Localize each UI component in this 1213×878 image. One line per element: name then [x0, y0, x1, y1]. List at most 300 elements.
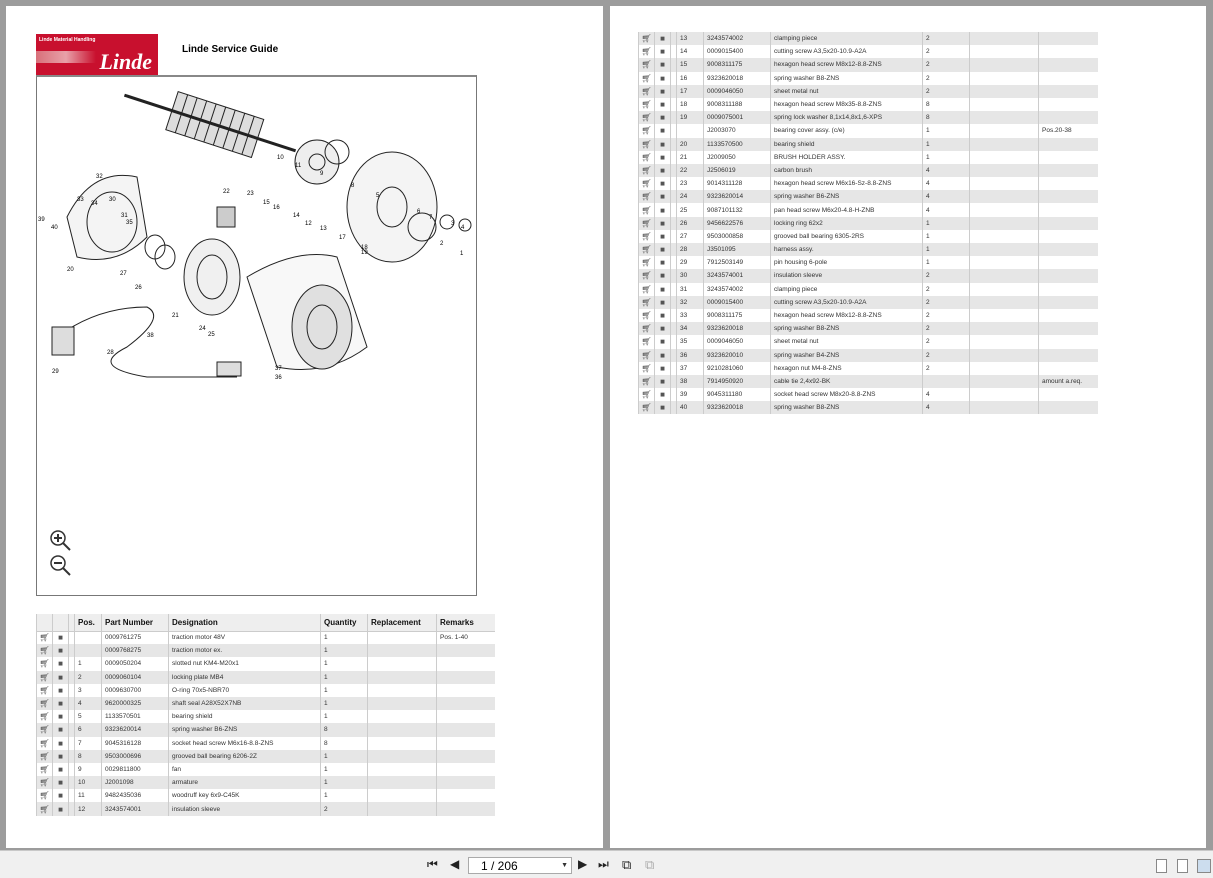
- callout-label: 16: [273, 205, 280, 211]
- add-to-cart-icon[interactable]: 🛒︎: [37, 737, 53, 750]
- cell-part-number: 9482435036: [102, 789, 169, 802]
- clipboard-icon[interactable]: ■: [53, 631, 69, 644]
- clipboard-icon[interactable]: ■: [655, 203, 671, 216]
- cell-quantity: 1: [321, 750, 368, 763]
- clipboard-icon[interactable]: ■: [655, 190, 671, 203]
- clipboard-icon[interactable]: ■: [655, 335, 671, 348]
- clipboard-icon[interactable]: ■: [655, 217, 671, 230]
- cell-pos: 9: [75, 763, 102, 776]
- cell-remarks: [1039, 322, 1098, 335]
- table-row: [639, 72, 1098, 85]
- clipboard-icon[interactable]: ■: [655, 85, 671, 98]
- cell-part-number: 1133570501: [102, 710, 169, 723]
- table-row: [37, 789, 495, 802]
- add-to-cart-icon[interactable]: 🛒︎: [639, 98, 655, 111]
- table-row: [639, 111, 1098, 124]
- cell-designation: traction motor ex.: [169, 644, 321, 657]
- cell-pos: 25: [677, 203, 704, 216]
- cell-replacement: [368, 802, 437, 815]
- cell-replacement: [368, 631, 437, 644]
- cell-replacement: [368, 776, 437, 789]
- add-to-cart-icon[interactable]: 🛒︎: [639, 335, 655, 348]
- table-row: [37, 657, 495, 670]
- cell-quantity: 2: [923, 45, 970, 58]
- add-to-cart-icon[interactable]: 🛒︎: [639, 296, 655, 309]
- cell-quantity: 2: [923, 296, 970, 309]
- clipboard-icon[interactable]: ■: [655, 124, 671, 137]
- cell-pos: 5: [75, 710, 102, 723]
- table-row: [639, 151, 1098, 164]
- cell-remarks: [1039, 309, 1098, 322]
- cell-replacement: [970, 151, 1039, 164]
- table-row: [37, 644, 495, 657]
- cell-part-number: 9045316128: [102, 737, 169, 750]
- cell-pos: 14: [677, 45, 704, 58]
- table-row: [639, 256, 1098, 269]
- cell-replacement: [368, 684, 437, 697]
- cell-replacement: [368, 710, 437, 723]
- cell-replacement: [368, 750, 437, 763]
- cell-remarks: [437, 750, 495, 763]
- cell-remarks: [437, 671, 495, 684]
- clipboard-icon[interactable]: ■: [655, 322, 671, 335]
- clipboard-icon[interactable]: ■: [655, 58, 671, 71]
- clipboard-icon[interactable]: ■: [53, 776, 69, 789]
- table-row: [639, 243, 1098, 256]
- table-row: [639, 124, 1098, 137]
- table-row: [37, 776, 495, 789]
- callout-label: 37: [275, 366, 282, 372]
- clipboard-icon[interactable]: ■: [655, 243, 671, 256]
- add-to-cart-icon[interactable]: 🛒︎: [639, 177, 655, 190]
- cell-pos: [677, 124, 704, 137]
- clipboard-icon[interactable]: ■: [53, 763, 69, 776]
- go-back-view-button[interactable]: ⧉: [622, 857, 632, 872]
- cell-designation: shaft seal A28X52X7NB: [169, 697, 321, 710]
- cell-remarks: [437, 710, 495, 723]
- cell-remarks: [437, 763, 495, 776]
- facing-pages-view-button[interactable]: [1197, 859, 1211, 873]
- callout-label: 28: [107, 350, 114, 356]
- cell-pos: 30: [677, 269, 704, 282]
- cell-designation: cutting screw A3,5x20-10.9-A2A: [771, 296, 923, 309]
- add-to-cart-icon[interactable]: 🛒︎: [639, 388, 655, 401]
- cell-part-number: 9008311188: [704, 98, 771, 111]
- next-page-button[interactable]: ▶: [578, 857, 588, 871]
- go-forward-view-button[interactable]: ⧉: [645, 857, 655, 872]
- add-to-cart-icon[interactable]: 🛒︎: [639, 217, 655, 230]
- zoom-out-button[interactable]: [49, 554, 73, 578]
- cell-designation: insulation sleeve: [169, 802, 321, 815]
- cell-quantity: 1: [321, 776, 368, 789]
- cell-part-number: 1133570500: [704, 138, 771, 151]
- cell-quantity: 1: [321, 657, 368, 670]
- add-to-cart-icon[interactable]: 🛒︎: [37, 776, 53, 789]
- cell-remarks: [1039, 243, 1098, 256]
- cell-remarks: [1039, 269, 1098, 282]
- cell-pos: 36: [677, 349, 704, 362]
- table-row: [639, 98, 1098, 111]
- clipboard-icon[interactable]: ■: [53, 750, 69, 763]
- add-to-cart-icon[interactable]: 🛒︎: [639, 375, 655, 388]
- cell-remarks: [437, 644, 495, 657]
- add-to-cart-icon[interactable]: 🛒︎: [639, 283, 655, 296]
- cell-replacement: [368, 789, 437, 802]
- cell-remarks: [1039, 388, 1098, 401]
- add-to-cart-icon[interactable]: 🛒︎: [37, 644, 53, 657]
- cell-part-number: 9503000858: [704, 230, 771, 243]
- page-number-select[interactable]: [468, 857, 572, 874]
- callout-label: 6: [417, 209, 421, 215]
- add-to-cart-icon[interactable]: 🛒︎: [639, 401, 655, 414]
- cell-pos: 23: [677, 177, 704, 190]
- clipboard-icon[interactable]: ■: [655, 98, 671, 111]
- cell-quantity: 4: [923, 401, 970, 414]
- cell-part-number: J2009050: [704, 151, 771, 164]
- cell-quantity: 2: [923, 349, 970, 362]
- cell-remarks: [437, 684, 495, 697]
- cell-quantity: 2: [923, 269, 970, 282]
- cell-replacement: [970, 45, 1039, 58]
- cell-pos: 34: [677, 322, 704, 335]
- cell-replacement: [970, 32, 1039, 45]
- cell-part-number: 9620000325: [102, 697, 169, 710]
- cell-replacement: [970, 349, 1039, 362]
- add-to-cart-icon[interactable]: 🛒︎: [37, 671, 53, 684]
- add-to-cart-icon[interactable]: 🛒︎: [639, 45, 655, 58]
- cell-designation: traction motor 48V: [169, 631, 321, 644]
- cell-quantity: 1: [321, 763, 368, 776]
- cell-replacement: [368, 763, 437, 776]
- cell-part-number: 9045311180: [704, 388, 771, 401]
- cell-remarks: Pos. 1-40: [437, 631, 495, 644]
- cell-designation: cable tie 2,4x92-BK: [771, 375, 923, 388]
- cell-quantity: 1: [923, 256, 970, 269]
- zoom-out-icon: [49, 554, 73, 578]
- cell-quantity: 1: [321, 631, 368, 644]
- cell-pos: 20: [677, 138, 704, 151]
- cell-pos: 19: [677, 111, 704, 124]
- pdf-page-1: [6, 6, 603, 848]
- clipboard-icon[interactable]: ■: [53, 657, 69, 670]
- clipboard-icon[interactable]: ■: [53, 737, 69, 750]
- table-row: [37, 671, 495, 684]
- table-header: [37, 614, 495, 631]
- cell-quantity: [923, 375, 970, 388]
- clipboard-icon[interactable]: ■: [655, 32, 671, 45]
- cell-remarks: Pos.20-38: [1039, 124, 1098, 137]
- add-to-cart-icon[interactable]: 🛒︎: [639, 85, 655, 98]
- cell-remarks: [437, 723, 495, 736]
- clipboard-icon[interactable]: ■: [655, 72, 671, 85]
- clipboard-icon[interactable]: ■: [655, 256, 671, 269]
- callout-label: 34: [91, 201, 98, 207]
- add-to-cart-icon[interactable]: 🛒︎: [639, 203, 655, 216]
- cell-remarks: [1039, 401, 1098, 414]
- cell-designation: hexagon head screw M8x12-8.8-ZNS: [771, 58, 923, 71]
- cell-designation: spring washer B8-ZNS: [771, 401, 923, 414]
- add-to-cart-icon[interactable]: 🛒︎: [639, 309, 655, 322]
- clipboard-icon[interactable]: ■: [655, 401, 671, 414]
- cell-part-number: J3501095: [704, 243, 771, 256]
- callout-label: 20: [67, 267, 74, 273]
- callout-label: 22: [223, 189, 230, 195]
- cell-part-number: 0009768275: [102, 644, 169, 657]
- cell-replacement: [368, 671, 437, 684]
- cell-designation: pin housing 6-pole: [771, 256, 923, 269]
- add-to-cart-icon[interactable]: 🛒︎: [37, 684, 53, 697]
- table-row: [639, 164, 1098, 177]
- cell-quantity: 1: [321, 697, 368, 710]
- cell-remarks: amount a.req.: [1039, 375, 1098, 388]
- callout-label: 12: [305, 221, 312, 227]
- cell-pos: 22: [677, 164, 704, 177]
- cell-remarks: [1039, 349, 1098, 362]
- add-to-cart-icon[interactable]: 🛒︎: [37, 657, 53, 670]
- clipboard-icon[interactable]: ■: [655, 388, 671, 401]
- clipboard-icon[interactable]: ■: [655, 111, 671, 124]
- cell-pos: 24: [677, 190, 704, 203]
- add-to-cart-icon[interactable]: 🛒︎: [37, 789, 53, 802]
- cell-pos: 2: [75, 671, 102, 684]
- cell-designation: spring washer B6-ZNS: [169, 723, 321, 736]
- add-to-cart-icon[interactable]: 🛒︎: [639, 138, 655, 151]
- cell-pos: 26: [677, 217, 704, 230]
- add-to-cart-icon[interactable]: 🛒︎: [639, 269, 655, 282]
- first-page-button[interactable]: ⏮: [427, 857, 438, 871]
- cell-designation: O-ring 70x5-NBR70: [169, 684, 321, 697]
- zoom-in-button[interactable]: [49, 529, 73, 553]
- callout-label: 1: [460, 251, 464, 257]
- clipboard-icon[interactable]: ■: [655, 151, 671, 164]
- cell-remarks: [437, 697, 495, 710]
- clipboard-icon[interactable]: ■: [53, 697, 69, 710]
- callout-label: 15: [263, 200, 270, 206]
- add-to-cart-icon[interactable]: 🛒︎: [639, 362, 655, 375]
- add-to-cart-icon[interactable]: 🛒︎: [639, 32, 655, 45]
- table-row: [37, 802, 495, 815]
- header-pos: Pos.: [75, 614, 102, 631]
- cell-remarks: [437, 737, 495, 750]
- clipboard-icon[interactable]: ■: [655, 296, 671, 309]
- cell-part-number: 0009630700: [102, 684, 169, 697]
- table-row: [37, 710, 495, 723]
- add-to-cart-icon[interactable]: 🛒︎: [639, 58, 655, 71]
- continuous-view-button[interactable]: [1177, 859, 1188, 873]
- cell-quantity: 2: [923, 335, 970, 348]
- clipboard-icon[interactable]: ■: [655, 362, 671, 375]
- cell-designation: spring washer B8-ZNS: [771, 72, 923, 85]
- chevron-down-icon: ▼: [561, 862, 568, 869]
- cell-pos: 27: [677, 230, 704, 243]
- cell-part-number: 9323620014: [704, 190, 771, 203]
- clipboard-icon[interactable]: ■: [53, 802, 69, 815]
- cell-pos: 10: [75, 776, 102, 789]
- page-title: Linde Service Guide: [182, 44, 279, 55]
- cell-quantity: 1: [923, 230, 970, 243]
- add-to-cart-icon[interactable]: 🛒︎: [37, 710, 53, 723]
- clipboard-icon[interactable]: ■: [655, 349, 671, 362]
- cell-part-number: J2001098: [102, 776, 169, 789]
- callout-label: 18: [361, 245, 368, 251]
- cell-quantity: 1: [321, 789, 368, 802]
- cell-remarks: [1039, 151, 1098, 164]
- cell-part-number: J2003070: [704, 124, 771, 137]
- cell-remarks: [1039, 85, 1098, 98]
- cell-pos: 17: [677, 85, 704, 98]
- cell-designation: hexagon head screw M8x35-8.8-ZNS: [771, 98, 923, 111]
- cell-remarks: [437, 657, 495, 670]
- cell-remarks: [1039, 138, 1098, 151]
- callout-label: 38: [147, 333, 154, 339]
- callout-label: 8: [351, 183, 355, 189]
- single-page-view-button[interactable]: [1156, 859, 1167, 873]
- cell-quantity: 1: [923, 217, 970, 230]
- cell-quantity: 1: [321, 644, 368, 657]
- callout-label: 40: [51, 225, 58, 231]
- callout-label: 17: [339, 235, 346, 241]
- cell-designation: spring lock washer 8,1x14,8x1,6-XPS: [771, 111, 923, 124]
- cell-part-number: 9456622576: [704, 217, 771, 230]
- callout-label: 7: [429, 215, 433, 221]
- table-row: [639, 203, 1098, 216]
- cell-remarks: [1039, 230, 1098, 243]
- cell-pos: 16: [677, 72, 704, 85]
- callout-label: 4: [461, 225, 465, 231]
- cell-quantity: 4: [923, 388, 970, 401]
- add-to-cart-icon[interactable]: 🛒︎: [639, 124, 655, 137]
- callout-label: 21: [172, 313, 179, 319]
- clipboard-icon[interactable]: ■: [53, 710, 69, 723]
- cell-designation: BRUSH HOLDER ASSY.: [771, 151, 923, 164]
- add-to-cart-icon[interactable]: 🛒︎: [639, 230, 655, 243]
- clipboard-icon[interactable]: ■: [53, 671, 69, 684]
- cell-designation: hexagon head screw M6x16-Sz-8.8-ZNS: [771, 177, 923, 190]
- header-part-number: Part Number: [102, 614, 169, 631]
- add-to-cart-icon[interactable]: 🛒︎: [639, 111, 655, 124]
- clipboard-icon[interactable]: ■: [53, 723, 69, 736]
- table-row: [639, 362, 1098, 375]
- exploded-parts-diagram: [36, 75, 477, 596]
- add-to-cart-icon[interactable]: 🛒︎: [37, 631, 53, 644]
- cell-quantity: 4: [923, 190, 970, 203]
- cell-remarks: [1039, 177, 1098, 190]
- cell-pos: 3: [75, 684, 102, 697]
- cell-quantity: 1: [923, 151, 970, 164]
- clipboard-icon[interactable]: ■: [655, 375, 671, 388]
- add-to-cart-icon[interactable]: 🛒︎: [37, 750, 53, 763]
- cell-part-number: 3243574002: [704, 32, 771, 45]
- cell-designation: harness assy.: [771, 243, 923, 256]
- cell-part-number: 9008311175: [704, 58, 771, 71]
- clipboard-icon[interactable]: ■: [655, 309, 671, 322]
- cell-pos: 7: [75, 737, 102, 750]
- clipboard-icon[interactable]: ■: [655, 283, 671, 296]
- add-to-cart-icon[interactable]: 🛒︎: [37, 697, 53, 710]
- cell-pos: 1: [75, 657, 102, 670]
- cell-replacement: [970, 177, 1039, 190]
- header-replacement: Replacement: [368, 614, 437, 631]
- cell-replacement: [970, 256, 1039, 269]
- parts-table: [36, 614, 495, 816]
- clipboard-icon[interactable]: ■: [655, 164, 671, 177]
- cell-replacement: [970, 388, 1039, 401]
- cell-quantity: 2: [923, 309, 970, 322]
- cell-part-number: 0009046050: [704, 85, 771, 98]
- add-to-cart-icon[interactable]: 🛒︎: [639, 256, 655, 269]
- table-row: [639, 388, 1098, 401]
- cell-pos: 35: [677, 335, 704, 348]
- clipboard-icon[interactable]: ■: [53, 684, 69, 697]
- cell-remarks: [1039, 111, 1098, 124]
- cell-remarks: [1039, 217, 1098, 230]
- add-to-cart-icon[interactable]: 🛒︎: [639, 349, 655, 362]
- cell-quantity: 2: [923, 362, 970, 375]
- cell-part-number: 9503000696: [102, 750, 169, 763]
- add-to-cart-icon[interactable]: 🛒︎: [37, 763, 53, 776]
- cell-designation: hexagon head screw M8x12-8.8-ZNS: [771, 309, 923, 322]
- add-to-cart-icon[interactable]: 🛒︎: [37, 802, 53, 815]
- clipboard-icon[interactable]: ■: [655, 177, 671, 190]
- table-row: [37, 750, 495, 763]
- add-to-cart-icon[interactable]: 🛒︎: [639, 243, 655, 256]
- cell-quantity: 2: [923, 322, 970, 335]
- callout-label: 32: [96, 174, 103, 180]
- cell-quantity: 2: [321, 802, 368, 815]
- clipboard-icon[interactable]: ■: [53, 644, 69, 657]
- clipboard-icon[interactable]: ■: [53, 789, 69, 802]
- previous-page-button[interactable]: ◀: [450, 857, 460, 871]
- cell-designation: spring washer B6-ZNS: [771, 190, 923, 203]
- header-designation: Designation: [169, 614, 321, 631]
- callout-label: 33: [77, 197, 84, 203]
- cell-part-number: 9210281060: [704, 362, 771, 375]
- clipboard-icon[interactable]: ■: [655, 138, 671, 151]
- table-row: [37, 684, 495, 697]
- add-to-cart-icon[interactable]: 🛒︎: [639, 190, 655, 203]
- cell-replacement: [970, 190, 1039, 203]
- add-to-cart-icon[interactable]: 🛒︎: [639, 164, 655, 177]
- table-row: [639, 283, 1098, 296]
- cell-pos: 6: [75, 723, 102, 736]
- cell-part-number: 7914950920: [704, 375, 771, 388]
- cell-quantity: 1: [923, 138, 970, 151]
- callout-label: 36: [275, 375, 282, 381]
- last-page-button[interactable]: ⏭: [598, 857, 609, 871]
- callout-label: 11: [295, 163, 302, 169]
- cell-replacement: [970, 58, 1039, 71]
- add-to-cart-icon[interactable]: 🛒︎: [37, 723, 53, 736]
- cell-designation: locking plate MB4: [169, 671, 321, 684]
- cell-pos: 31: [677, 283, 704, 296]
- pdf-page-2: [610, 6, 1206, 848]
- cell-part-number: 3243574001: [102, 802, 169, 815]
- add-to-cart-icon[interactable]: 🛒︎: [639, 72, 655, 85]
- clipboard-icon[interactable]: ■: [655, 269, 671, 282]
- cell-part-number: 9087101132: [704, 203, 771, 216]
- table-row: [37, 763, 495, 776]
- cell-replacement: [970, 296, 1039, 309]
- clipboard-icon[interactable]: ■: [655, 230, 671, 243]
- add-to-cart-icon[interactable]: 🛒︎: [639, 151, 655, 164]
- table-row: [37, 737, 495, 750]
- cell-part-number: 9323620018: [704, 72, 771, 85]
- clipboard-icon[interactable]: ■: [655, 45, 671, 58]
- table-row: [639, 322, 1098, 335]
- cell-pos: 40: [677, 401, 704, 414]
- add-to-cart-icon[interactable]: 🛒︎: [639, 322, 655, 335]
- cell-quantity: 2: [923, 58, 970, 71]
